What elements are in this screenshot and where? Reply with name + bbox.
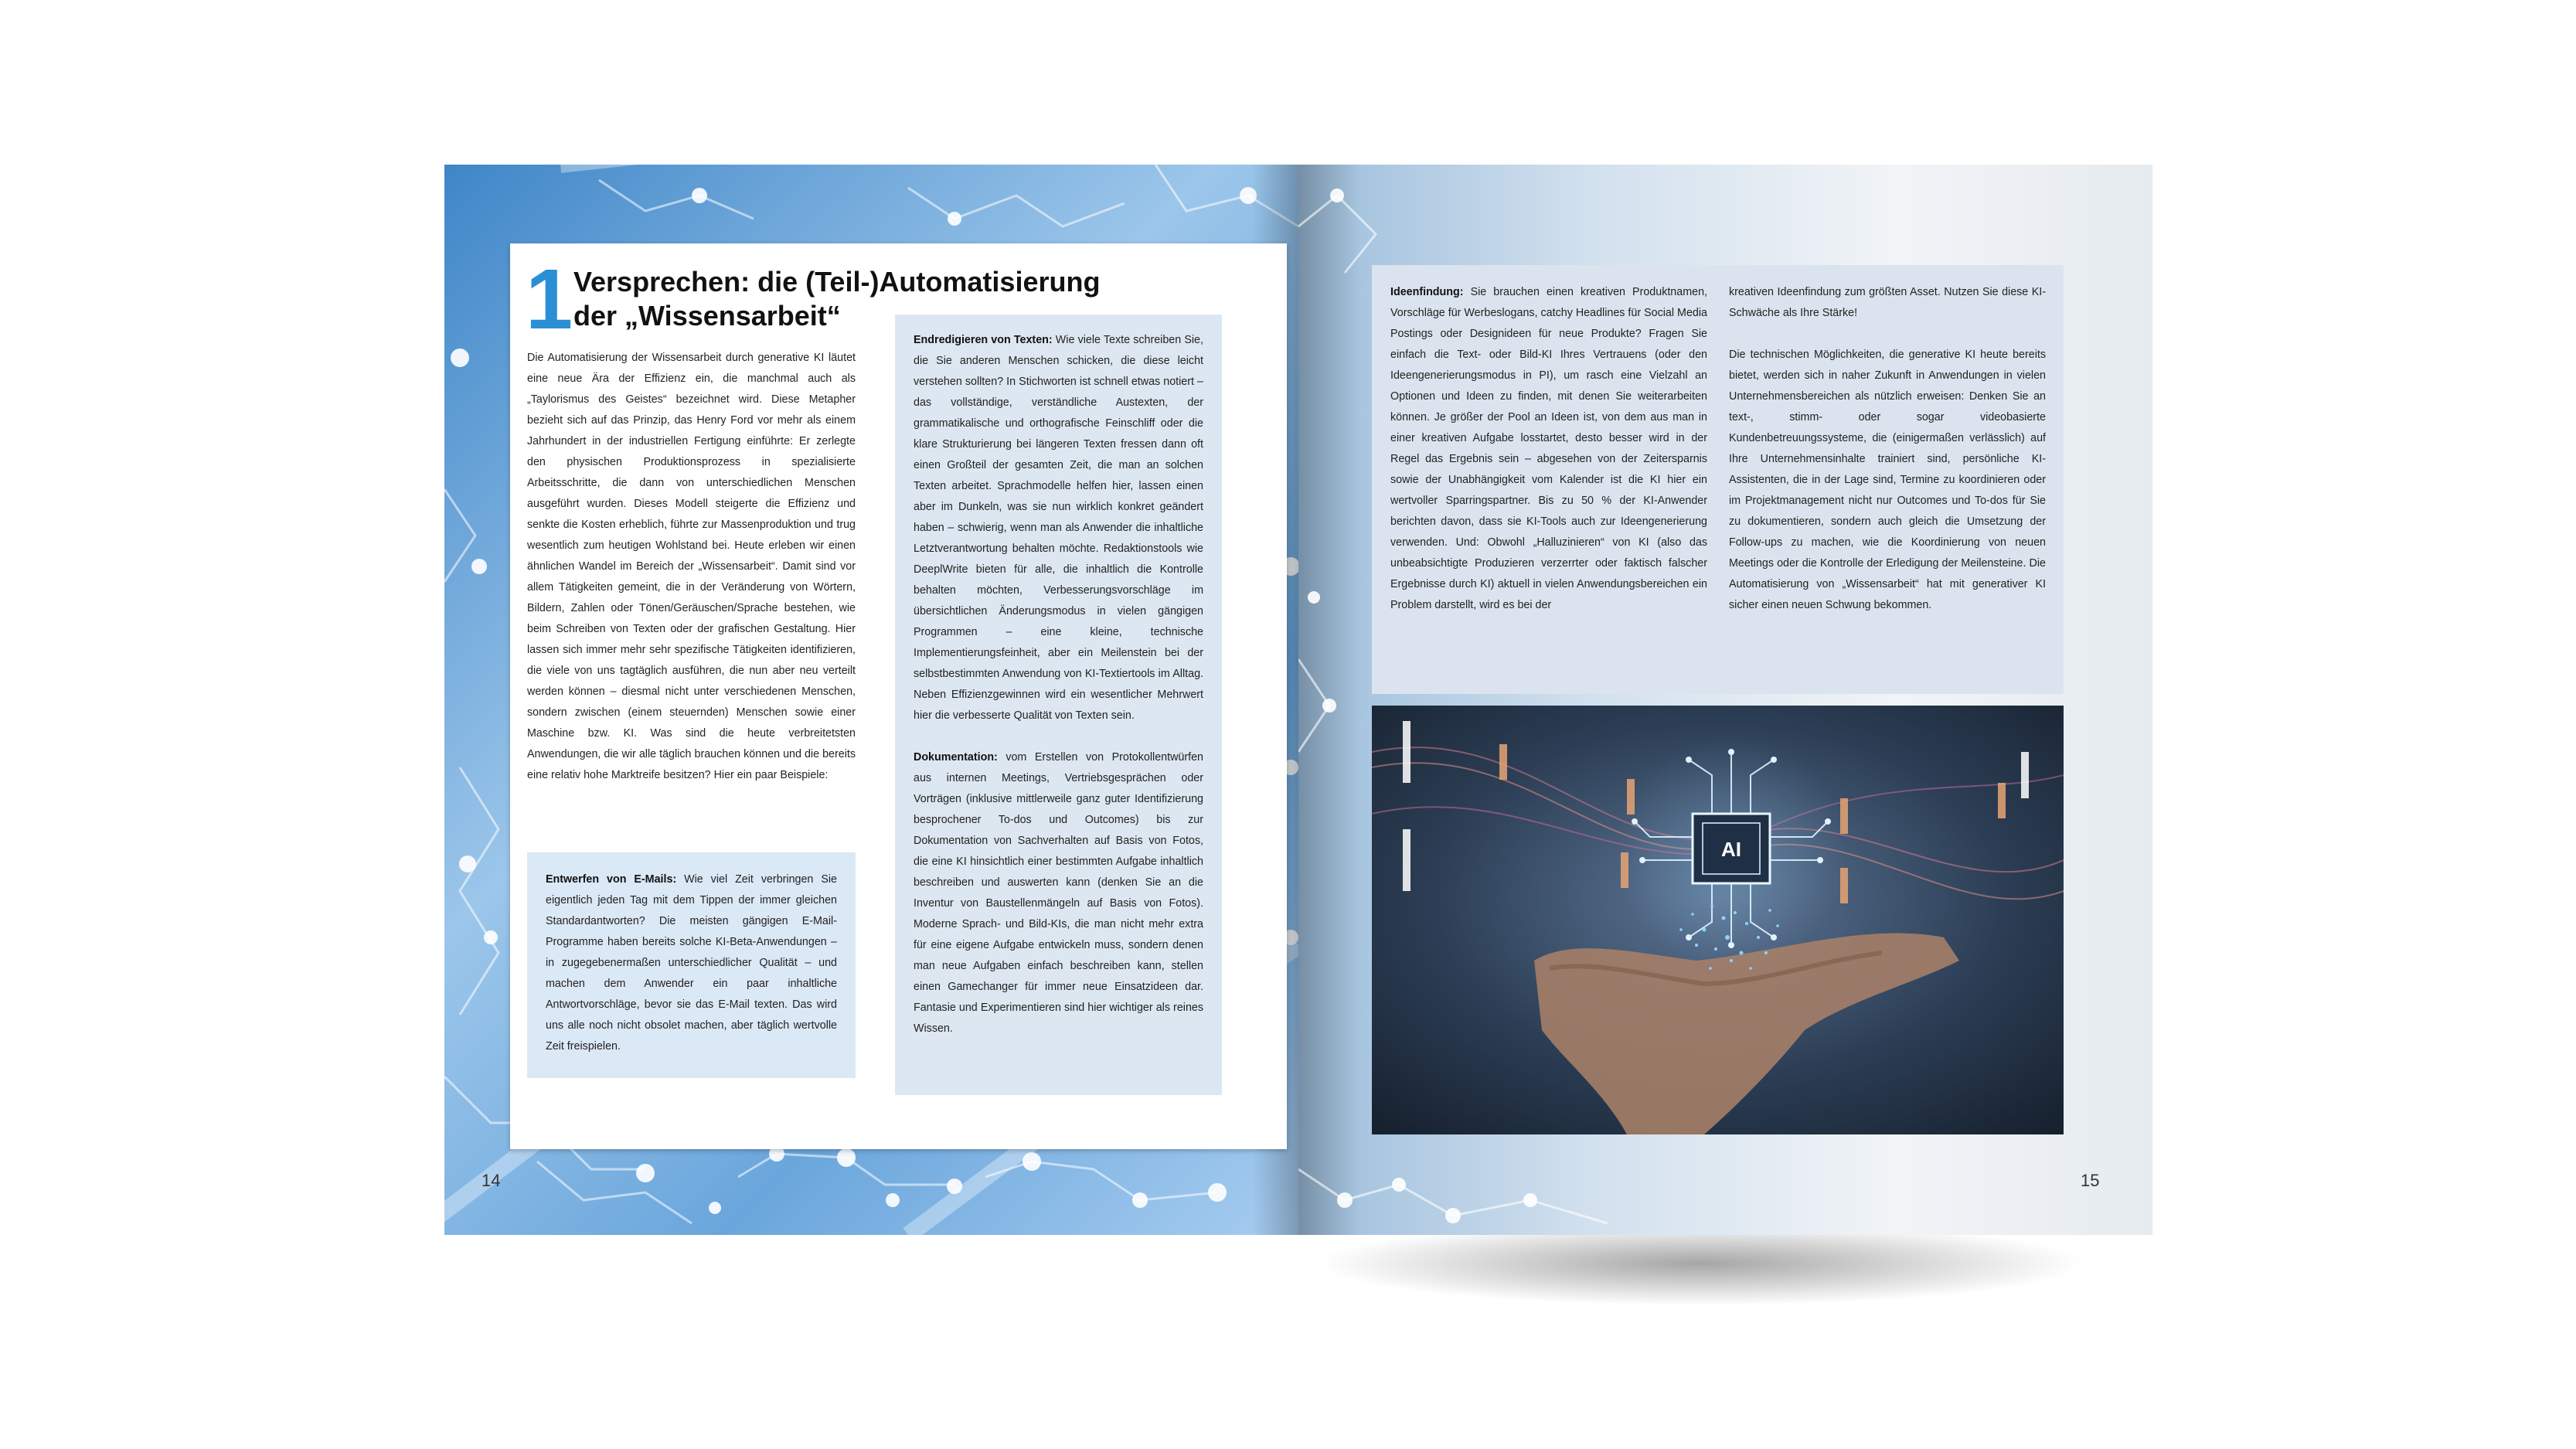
- page-number-right: 15: [2081, 1171, 2100, 1190]
- brochure-spread: [444, 165, 2152, 1235]
- documentation-heading: Dokumentation:: [914, 751, 998, 764]
- left-content-card: [510, 243, 1287, 1149]
- email-drafting-text: Wie viel Zeit verbringen Sie eigentlich jeden Tag mit dem Tippen der immer gleichen Standardantworten? Die meisten gängigen E-Mail-Programme haben bereits solche KI-Beta-Anwendungen – in zugegebenermaßen unterschiedlicher Qualität – und machen dem Anwender ein paar inhaltliche Antwortvorschläge, bevor sie das E-Mail texten. Das wird uns alle noch nicht obsolet machen, aber täglich wertvolle Zeit freispielen.: [546, 873, 837, 1053]
- chapter-title-line1: Versprechen: die (Teil-)Automatisierung: [573, 266, 1101, 298]
- text-editing-text: Wie viele Texte schreiben Sie, die Sie anderen Menschen schicken, die diese leicht verstehen sollten? In Stichworten ist schnell etwas notiert – das vollständige, verständliche Austexten, der grammatikalische und orthografische Feinschliff oder die klare Strukturierung bei längeren Texten fressen dann oft einen Großteil der gesamten Zeit, die man an solchen Texten arbeitet. Sprachmodelle helfen hier, lassen einen aber im Dunkeln, was sie nun wirklich konkret geändert haben – schwierig, wenn man als Anwender die inhaltliche Letztverantwortung behalten möchte. Redaktionstools wie DeeplWrite bieten für alle, die inhaltlich die Kontrolle behalten möchten, Verbesserungsvorschläge im übersichtlichen Änderungsmodus in vielen gängigen Programmen – eine kleine, technische Implementierungsfeinheit, aber ein Meilenstein bei der selbstbestimmten Anwendung von KI-Textiertools im Alltag. Neben Effizienzgewinnen wird ein wesentlicher Mehrwert hier die verbesserte Qualität von Texten sein.: [914, 334, 1203, 722]
- chapter-number: 1: [526, 252, 573, 347]
- chip-label: AI: [1721, 838, 1741, 861]
- editing-documentation-box: [895, 315, 1222, 1095]
- ai-chip-illustration: [1372, 706, 2064, 1134]
- right-column-2: [1729, 282, 2046, 637]
- documentation-text: vom Erstellen von Protokollentwürfen aus internen Meetings, Vertriebsgesprächen oder Vorträgen (inklusive mittlerweile ganz guter Identifizierung besprochener To-dos und Outcomes) bis zur Dokumentation von Sachverhalten auf Basis von Fotos, die eine KI hinsichtlich einer bestimmten Aufgabe inhaltlich beschreiben und auswerten kann (denken Sie an die Inventur von Baustellenmängeln auf Basis von Fotos). Moderne Sprach- und Bild-KIs, die man nicht mehr extra für eine eigene Aufgabe entwickeln muss, sondern denen man neue Aufgaben einfach beschreiben kann, stellen einen Gamechanger für immer neue Einsatzideen dar. Fantasie und Experimentieren sind hier wichtiger als reines Wissen.: [914, 751, 1203, 1035]
- documentation-paragraph: [914, 747, 1203, 1039]
- creative-asset-paragraph: kreativen Ideenfindung zum größten Asset. Nutzen Sie diese KI-Schwäche als Ihre Stärke!: [1729, 286, 2046, 319]
- email-drafting-heading: Entwerfen von E-Mails:: [546, 873, 677, 886]
- left-page: [444, 165, 1298, 1235]
- chapter-title-line2: der „Wissensarbeit“: [573, 300, 841, 332]
- right-column-1: [1390, 282, 1707, 637]
- email-drafting-box: [527, 852, 856, 1078]
- right-page: [1298, 165, 2152, 1235]
- technical-possibilities-paragraph: Die technischen Möglichkeiten, die generative KI heute bereits bietet, werden sich in naher Zukunft in Anwendungen in vielen Unternehmensbereichen als nützlich erweisen: Denken Sie an text-, stimm- oder sogar videobasierte Kundenbetreuungssysteme, die (einigermaßen verlässlich) auf Ihre Unternehmensinhalte trainiert sind, persönliche KI-Assistenten, die in der Lage sind, Termine zu koordinieren oder im Projektmanagement nicht nur Outcomes und To-dos für Sie zu dokumentieren, sondern auch gleich die Umsetzung der Follow-ups zu machen, wie die Koordinierung von neuen Meetings oder die Kontrolle der Erledigung der Meilensteine. Die Automatisierung von „Wissensarbeit“ hat mit generativer KI sicher einen neuen Schwung bekommen.: [1729, 349, 2046, 611]
- text-editing-paragraph: [914, 330, 1203, 726]
- idea-finding-text: Sie brauchen einen kreativen Produktnamen, Vorschläge für Werbeslogans, catchy Headlines für Social Media Postings oder Designideen für neue Produkte? Fragen Sie einfach die Text- oder Bild-KI Ihres Vertrauens (oder den Ideengenerierungsmodus in PI), um rasch eine Vielzahl an Optionen und Ideen zu finden, mit denen Sie weiterarbeiten können. Je größer der Pool an Ideen ist, von dem aus man in einer kreativen Aufgabe losstartet, desto besser wird in der Regel das Ergebnis sein – abgesehen von der Zeitersparnis sowie der Unabhängigkeit vom Kalender ist die KI hier ein wertvoller Sparringspartner. Bis zu 50 % der KI-Anwender berichten davon, dass sie KI-Tools auch zur Ideengenerierung verwenden. Und: Obwohl „Halluzinieren“ von KI (also das unbeabsichtigte Produzieren verzerrter oder faktisch falscher Ergebnisse durch KI) aktuell in vielen Anwendungsbereichen ein Problem darstellt, wird es bei der: [1390, 286, 1707, 611]
- intro-paragraph: Die Automatisierung der Wissensarbeit durch generative KI läutet eine neue Ära der Effizienz ein, die manchmal auch als „Taylorismus des Geistes“ bezeichnet wird. Diese Metapher bezieht sich auf das Prinzip, das Henry Ford vor mehr als einem Jahrhundert in der industriellen Fertigung einführte: Er zerlegte den physischen Produktionsprozess in spezialisierte Arbeitsschritte, die dann von unterschiedlichen Menschen ausgeführt wurden. Dieses Modell steigerte die Effizienz und senkte die Kosten erheblich, führte zur Massenproduktion und trug wesentlich zum heutigen Wohlstand bei. Heute erleben wir einen ähnlichen Wandel im Bereich der „Wissensarbeit“. Damit sind vor allem Tätigkeiten gemeint, die in der Veränderung von Wörtern, Bildern, Zahlen oder Tönen/Geräuschen/Sprache bestehen, wie beim Schreiben von Texten oder der grafischen Gestaltung. Hier lassen sich immer mehr sehr spezifische Tätigkeiten identifizieren, die viele von uns tagtäglich ausführen, die nun aber neu verteilt werden können – diesmal nicht unter verschiedenen Menschen, sondern zwischen (einem steuernden) Menschen sowie einer Maschine bzw. KI. Was sind die heute verbreitetsten Anwendungen, die wir alle täglich brauchen können und die bereits eine relativ hohe Marktreife besitzen? Hier ein paar Beispiele:: [527, 352, 856, 781]
- right-text-card: [1372, 265, 2064, 694]
- idea-finding-paragraph: [1390, 282, 1707, 616]
- text-editing-heading: Endredigieren von Texten:: [914, 334, 1053, 346]
- idea-finding-heading: Ideenfindung:: [1390, 286, 1464, 298]
- email-drafting-paragraph: [546, 869, 837, 1057]
- ai-chip-hand-photo: [1372, 706, 2064, 1134]
- page-number-left: 14: [482, 1171, 501, 1190]
